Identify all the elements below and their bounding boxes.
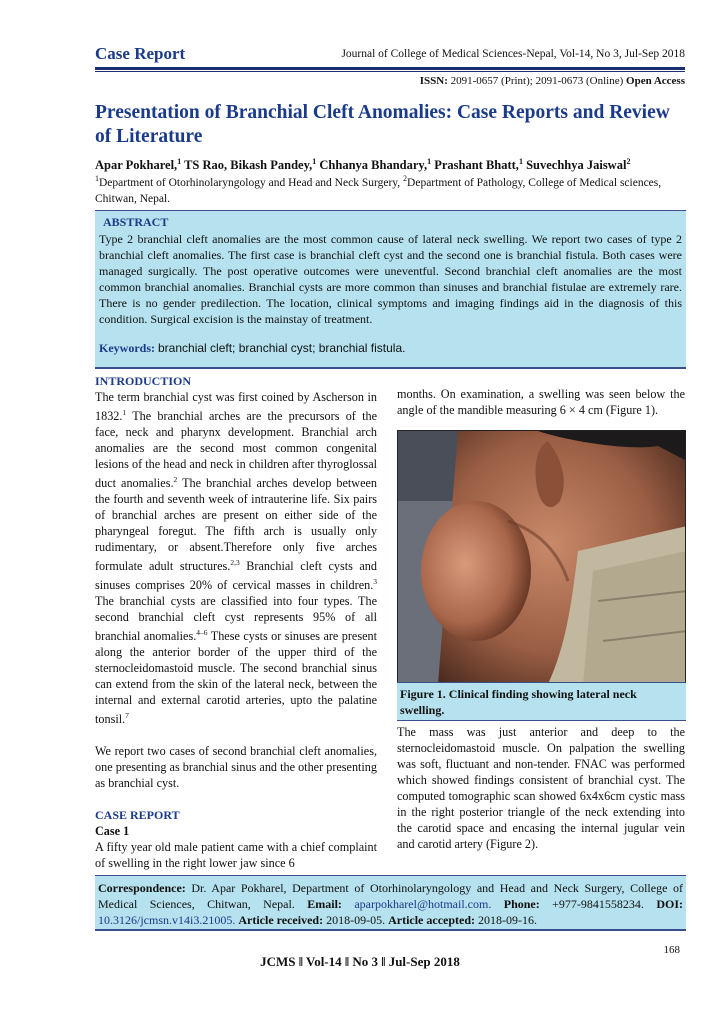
abstract-text: Type 2 branchial cleft anomalies are the most common cause of lateral neck swelling. We report two cases of type 2 branchial cleft anomalies. The first case is branchial cleft cyst and the second one is branchial fistula. Both cases were managed surgically. The post operative outcomes were uneventful. Second branchial cleft anomalies are the most common branchial anomalies. Branchial cysts are more common than sinuses and branchial fistulae are extremely rare. There is no gender predilection. The location, clinical symptoms and imaging findings aid in the diagnosis of this condition. Surgical excision is the mainstay of treatment. xyxy=(99,232,682,326)
introduction-paragraph xyxy=(95,389,377,727)
doi-label: DOI: xyxy=(656,897,683,911)
citation-sup: 1 xyxy=(122,408,127,417)
case-1-text: A fifty year old male patient came with a chief complaint of swelling in the right lower jaw since 6 xyxy=(95,840,377,871)
abstract-heading: ABSTRACT xyxy=(103,215,169,229)
correspondence-text: Dr. Apar Pokharel, Department of Otorhinolaryngology and Head and Neck Surgery, College of Medical Sciences, Chitwan, Nepal. xyxy=(98,881,683,911)
figure-1-caption: Figure 1. Clinical finding showing lateral neck swelling. xyxy=(397,682,686,721)
phone-value: +977-9841558234. xyxy=(539,897,644,911)
citation-sup: 3 xyxy=(373,577,377,587)
journal-citation: Journal of College of Medical Sciences-Nepal, Vol-14, No 3, Jul-Sep 2018 xyxy=(341,48,685,60)
issn-line xyxy=(420,75,685,87)
affiliation-1: Department of Otorhinolaryngology and Head and Neck Surgery, xyxy=(99,176,404,189)
paragraph-gap xyxy=(95,791,377,807)
neck-swelling-photo xyxy=(398,431,686,683)
keywords-label: Keywords: xyxy=(99,341,155,355)
article-title: Presentation of Branchial Cleft Anomalies: Case Reports and Review of Literature xyxy=(95,102,670,147)
introduction-heading: INTRODUCTION xyxy=(95,374,192,388)
left-column xyxy=(95,373,377,871)
intro-text: The branchial arches are the precursors of the face, neck and pharynx development. Branchial arch anomalies are the second most common congenital lesions of the head and neck in children after thyroglossal duct anomalies. xyxy=(95,409,377,491)
affiliation-2: Department of Pathology, College of Medical sciences, Chitwan, Nepal. xyxy=(95,176,662,205)
issn-numbers: 2091-0657 (Print); 2091-0673 (Online) xyxy=(450,75,624,87)
running-header xyxy=(95,44,685,66)
header-rule-thick xyxy=(95,67,685,70)
keywords-line xyxy=(99,341,405,356)
received-value: 2018-09-05. xyxy=(323,913,389,927)
citation-sup: 2 xyxy=(173,475,178,485)
page-number: 168 xyxy=(663,944,680,956)
correspondence-label: Correspondence: xyxy=(98,881,186,895)
author-affil-sup: 1 xyxy=(427,157,432,166)
email-value[interactable]: aparpokharel@hotmail.com. xyxy=(341,897,504,911)
author-name: TS Rao, Bikash Pandey, xyxy=(181,158,313,173)
issn-label: ISSN: xyxy=(419,75,448,87)
correspondence-box xyxy=(95,875,686,931)
affil-sup: 1 xyxy=(95,174,99,183)
keywords-text: branchial cleft; branchial cyst; branchial fistula. xyxy=(158,341,406,355)
case-report-heading: CASE REPORT xyxy=(95,808,180,823)
citation-sup: 2,3 xyxy=(230,558,240,568)
phone-label: Phone: xyxy=(503,897,540,911)
author-name: Prashant Bhatt, xyxy=(431,158,519,173)
doi-value[interactable]: 10.3126/jcmsn.v14i3.21005. xyxy=(98,913,239,927)
author-affil-sup: 2 xyxy=(626,157,631,166)
author-name: Suvechhya Jaiswal xyxy=(522,158,627,173)
intro-text: Branchial cleft cysts and sinuses comprises 20% of cervical masses in children. xyxy=(95,559,377,593)
author-affil-sup: 1 xyxy=(518,157,523,166)
citation-sup: 4–6 xyxy=(196,628,208,638)
intro-text: The branchial cysts are classified into four types. The second branchial cleft cyst represents 95% of all branchial anomalies. xyxy=(95,594,377,644)
author-affil-sup: 1 xyxy=(177,157,182,166)
right-column-top: months. On examination, a swelling was seen below the angle of the mandible measuring 6 × 4 cm (Figure 1). xyxy=(397,387,685,417)
affiliations xyxy=(95,171,685,207)
abstract-box xyxy=(95,210,686,369)
author-name: Chhanya Bhandary, xyxy=(316,158,428,173)
section-label: Case Report xyxy=(95,44,186,63)
affil-sup: 2 xyxy=(403,174,408,183)
intro-text: The branchial arches develop between the fourth and seventh week of intrauterine life. Six pairs of branchial arches are present on either side of the pharyngeal foregut. The fifth arch is usually only rudimentary, or absent.Therefore only five arches formulate adult structures. xyxy=(95,476,377,574)
page-footer: JCMS ‖ Vol-14 ‖ No 3 ‖ Jul-Sep 2018 xyxy=(260,954,460,969)
author-affil-sup: 1 xyxy=(312,157,317,166)
paragraph-gap xyxy=(95,727,377,743)
email-label: Email: xyxy=(307,897,342,911)
intro-text: These cysts or sinuses are present along the anterior border of the upper third of the sternocleidomastoid muscle. The second branchial sinus can extend from the skin of the lateral neck, between the internal and external carotid arteries, upto the palatine tonsil. xyxy=(95,629,377,727)
intro-text: The term branchial cyst was first coined by Ascherson in 1832. xyxy=(95,390,377,424)
header-rule-thin xyxy=(95,71,685,72)
open-access-label: Open Access xyxy=(626,75,685,87)
case-1-heading: Case 1 xyxy=(95,824,130,839)
citation-sup: 7 xyxy=(125,711,129,721)
received-label: Article received: xyxy=(238,913,324,927)
accepted-value: 2018-09-16. xyxy=(475,913,538,927)
introduction-paragraph-2: We report two cases of second branchial cleft anomalies, one presenting as branchial sinus and the other presenting as branchial cyst. xyxy=(95,744,377,791)
author-name: Apar Pokharel, xyxy=(95,158,178,173)
right-column-bottom: The mass was just anterior and deep to the sternocleidomastoid muscle. On palpation the swelling was soft, fluctuant and non-tender. FNAC was performed which showed findings consistent of branchial cyst. The computed tomographic scan showed 6x4x6cm cystic mass in the right posterior triangle of the neck extending into the carotid space and encasing the internal jugular vein and carotid artery (Figure 2). xyxy=(397,725,685,851)
accepted-label: Article accepted: xyxy=(388,913,476,927)
clinical-photo-figure xyxy=(397,430,686,683)
